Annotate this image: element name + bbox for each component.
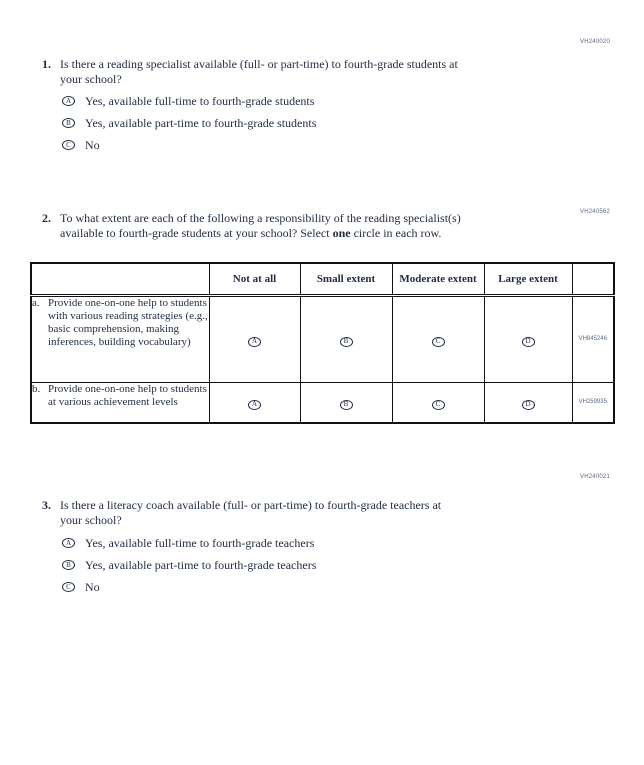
bubble-a-icon[interactable]: A xyxy=(248,400,261,410)
row-a-label-cell xyxy=(31,295,209,382)
row-b-choice-moderate-extent[interactable] xyxy=(392,382,484,423)
bubble-d-icon[interactable]: D xyxy=(522,400,535,410)
table-header-row xyxy=(31,263,614,295)
q3-option-a[interactable] xyxy=(62,536,316,550)
q1-option-b[interactable] xyxy=(62,116,316,130)
question-3-line2: your school? xyxy=(60,513,122,527)
item-code-q2: VH240562 xyxy=(580,209,610,215)
question-3-line1: Is there a literacy coach available (full- or part-time) to fourth-grade teachers at xyxy=(60,498,442,512)
row-b-choice-small-extent[interactable] xyxy=(300,382,392,423)
question-1-line2: your school? xyxy=(60,72,122,86)
question-3-text xyxy=(60,498,441,528)
bubble-a-icon[interactable]: A xyxy=(62,96,75,106)
header-blank-left xyxy=(31,263,209,295)
row-a-letter: a. xyxy=(32,296,40,309)
question-1-number: 1. xyxy=(42,57,51,71)
q1-option-a[interactable] xyxy=(62,94,316,108)
q3-option-a-label: Yes, available full-time to fourth-grade teachers xyxy=(85,535,315,550)
question-3-options xyxy=(62,536,316,594)
row-b-label-cell xyxy=(31,382,209,423)
row-b-choice-large-extent[interactable] xyxy=(484,382,572,423)
question-1-line1: Is there a reading specialist available (full- or part-time) to fourth-grade students at xyxy=(60,57,458,71)
question-2-line2-bold: one xyxy=(332,226,351,240)
bubble-b-icon[interactable]: B xyxy=(340,400,353,410)
bubble-c-icon[interactable]: C xyxy=(432,337,445,347)
q1-option-b-label: Yes, available part-time to fourth-grade students xyxy=(85,115,317,130)
bubble-c-icon[interactable]: C xyxy=(62,582,75,592)
question-2-line2-post: circle in each row. xyxy=(350,226,442,240)
question-2 xyxy=(42,211,590,241)
bubble-c-icon[interactable]: C xyxy=(432,400,445,410)
item-code-q1: VH240020 xyxy=(580,39,610,45)
table-row-b xyxy=(31,382,614,423)
q3-option-c-label: No xyxy=(85,579,100,594)
question-1 xyxy=(42,57,587,87)
q3-option-c[interactable] xyxy=(62,580,316,594)
row-a-item-code: VH845246 xyxy=(572,295,614,382)
bubble-d-icon[interactable]: D xyxy=(522,337,535,347)
question-2-number: 2. xyxy=(42,211,51,225)
table-row-a xyxy=(31,295,614,382)
header-blank-right xyxy=(572,263,614,295)
q1-option-c-label: No xyxy=(85,137,100,152)
question-2-line1: To what extent are each of the following a responsibility of the reading specialist(s) xyxy=(60,211,461,225)
bubble-a-icon[interactable]: A xyxy=(62,538,75,548)
question-1-options xyxy=(62,94,316,152)
bubble-a-icon[interactable]: A xyxy=(248,337,261,347)
item-code-q3: VH240021 xyxy=(580,474,610,480)
question-2-text xyxy=(60,211,461,241)
row-a-choice-not-at-all[interactable] xyxy=(209,295,300,382)
question-1-text xyxy=(60,57,458,87)
question-3-number: 3. xyxy=(42,498,51,512)
header-large-extent: Large extent xyxy=(484,263,572,295)
row-a-choice-large-extent[interactable] xyxy=(484,295,572,382)
header-small-extent: Small extent xyxy=(300,263,392,295)
row-a-label: Provide one-on-one help to students with various reading strategies (e.g., basic comprehension, making inferences, building vocabulary) xyxy=(48,296,208,349)
q1-option-a-label: Yes, available full-time to fourth-grade students xyxy=(85,93,315,108)
q1-option-c[interactable] xyxy=(62,138,316,152)
header-not-at-all: Not at all xyxy=(209,263,300,295)
question-2-line2-pre: available to fourth-grade students at your school? Select xyxy=(60,226,333,240)
row-b-label: Provide one-on-one help to students at various achievement levels xyxy=(48,382,207,408)
q3-option-b[interactable] xyxy=(62,558,316,572)
bubble-c-icon[interactable]: C xyxy=(62,140,75,150)
row-a-choice-small-extent[interactable] xyxy=(300,295,392,382)
bubble-b-icon[interactable]: B xyxy=(62,118,75,128)
row-a-choice-moderate-extent[interactable] xyxy=(392,295,484,382)
row-b-item-code: VH259935 xyxy=(572,382,614,423)
bubble-b-icon[interactable]: B xyxy=(340,337,353,347)
row-b-choice-not-at-all[interactable] xyxy=(209,382,300,423)
header-moderate-extent: Moderate extent xyxy=(392,263,484,295)
row-b-letter: b. xyxy=(32,382,41,395)
q3-option-b-label: Yes, available part-time to fourth-grade teachers xyxy=(85,557,317,572)
question-3 xyxy=(42,498,587,528)
bubble-b-icon[interactable]: B xyxy=(62,560,75,570)
extent-matrix-table xyxy=(30,262,615,424)
